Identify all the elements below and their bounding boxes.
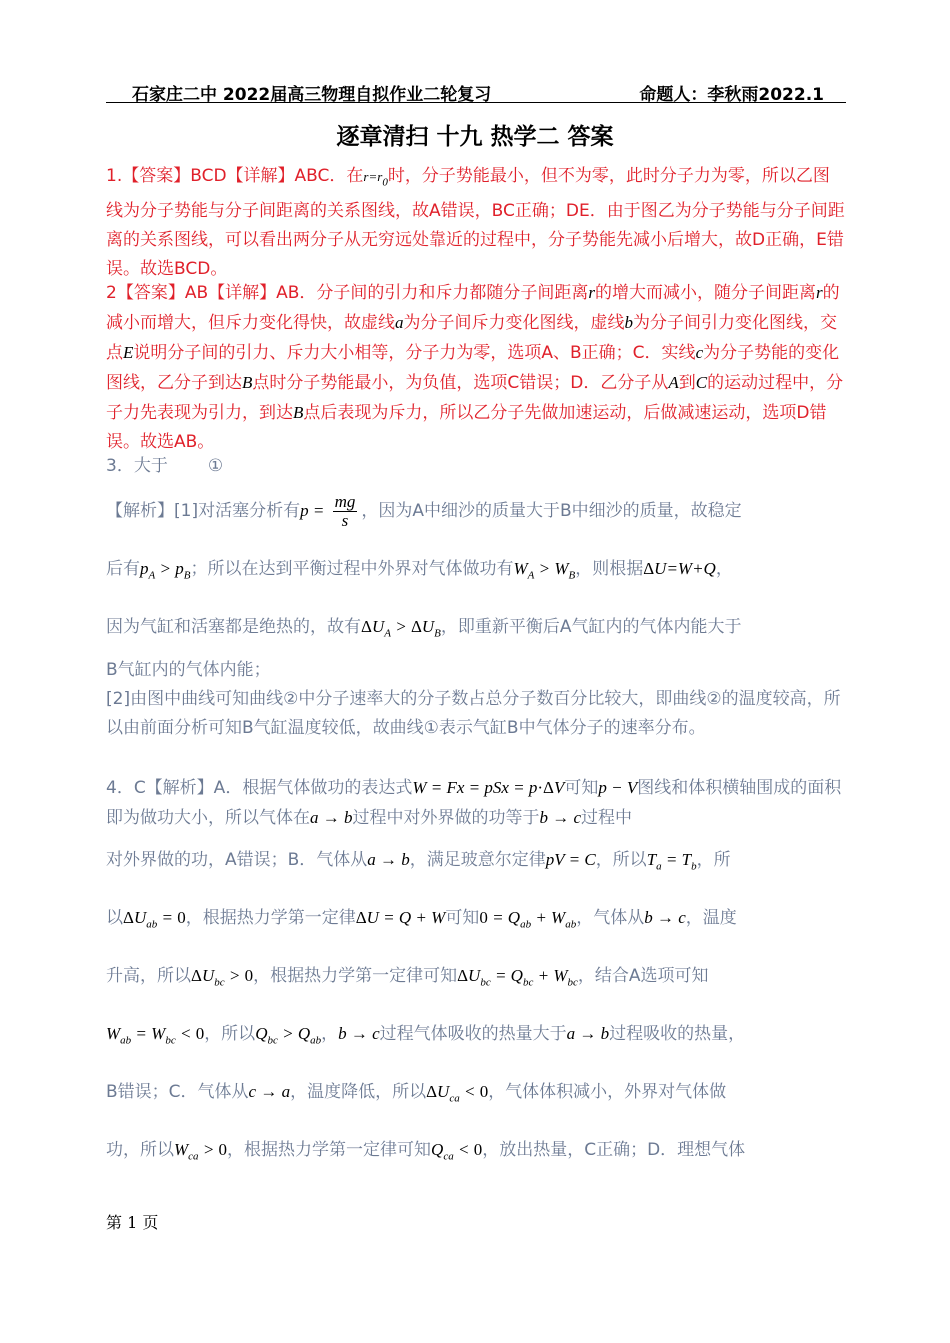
header-author: 命题人：李秋雨2022.1 (639, 85, 824, 105)
answer-3-head: 3．大于 ① (106, 456, 224, 476)
document-body (106, 162, 846, 1179)
answer-3-line4: B气缸内的气体内能； (106, 660, 271, 680)
answer-4-line1: 4．C【解析】A．根据气体做功的表达式W = Fx = pSx = p·ΔV可知p − V图线和体积横轴围成的面积即为做功大小，所以气体在a → b过程中对外界做的功等于b → c过程中 (106, 778, 842, 828)
answer-1: 1.【答案】BCD【详解】ABC．在$r=r_0$时，分子势能最小，但不为零，此时分子力为零，所以乙图线为分子势能与分子间距离的关系图线，故A错误，BC正确；DE．由于图乙为分子势能与分子间距离的关系图线，可以看出两分子从无穷远处靠近的过程中，分子势能先减小后增大，故D正确，E错误。故选BCD。 (106, 166, 845, 280)
answer-4-line5: $W_{ab} = W_{bc} < 0$，所以$Q_{bc} > Q_{ab}$，b → c过程气体吸收的热量大于a → b过程吸收的热量， (106, 1024, 746, 1047)
page-number: 第 1 页 (106, 1213, 159, 1232)
page-header (106, 80, 846, 103)
header-school: 石家庄二中 2022届高三物理自拟作业二轮复习 (132, 85, 492, 105)
answer-4-line4: 升高，所以$\Delta U_{bc} > 0$，根据热力学第一定律可知$\Delta U_{bc} = Q_{bc} + W_{bc}$，结合A选项可知 (106, 966, 709, 989)
answer-3-line3: 因为气缸和活塞都是绝热的，故有$\Delta U_A > \Delta U_B$，即重新平衡后A气缸内的气体内能大于 (106, 617, 742, 640)
answer-3-line2: 后有$p_A > p_B$；所以在达到平衡过程中外界对气体做功有$W_A > W_B$，则根据ΔU=W+Q， (106, 559, 733, 582)
circled-one: ① (207, 456, 224, 476)
fraction-mg-over-s: $\frac{mg}{s}$ (334, 491, 356, 530)
answer-4-line6: B错误；C．气体从c → a，温度降低，所以$\Delta U_{ca} < 0$，气体体积减小，外界对气体做 (106, 1082, 727, 1105)
answer-3-line1: 【解析】[1]对活塞分析有p = $\frac{mg}{s}$ ，因为A中细沙的质量大于B中细沙的质量，故稳定 (106, 491, 742, 530)
answer-4-line3: 以$\Delta U_{ab} = 0$，根据热力学第一定律ΔU = Q + W可知$0 = Q_{ab} + W_{ab}$，气体从b → c，温度 (106, 908, 737, 931)
answer-4-line2: 对外界做的功，A错误；B．气体从a → b，满足玻意尔定律pV = C，所以$T_a = T_b$，所 (106, 850, 731, 873)
answer-2: 2【答案】AB【详解】AB．分子间的引力和斥力都随分子间距离r的增大而减小，随分子间距离r的减小而增大，但斥力变化得快，故虚线a为分子间斥力变化图线，虚线b为分子间引力变化图线，交点E说明分子间的引力、斥力大小相等，分子力为零，选项A、B正确；C．实线c为分子势能的变化图线，乙分子到达B点时分子势能最小，为负值，选项C错误；D．乙分子从A到C的运动过程中，分子力先表现为引力，到达B点后表现为斥力，所以乙分子先做加速运动，后做减速运动，选项D错误。故选AB。 (106, 283, 844, 452)
answer-4-line7: 功，所以$W_{ca} > 0$，根据热力学第一定律可知$Q_{ca} < 0$，放出热量，C正确；D．理想气体 (106, 1140, 746, 1163)
answer-3-part2: [2]由图中曲线可知曲线②中分子速率大的分子数占总分子数百分比较大，即曲线②的温度较高，所以由前面分析可知B气缸温度较低，故曲线①表示气缸B中气体分子的速率分布。 (106, 689, 841, 738)
page-title: 逐章清扫 十九 热学二 答案 (336, 124, 614, 150)
